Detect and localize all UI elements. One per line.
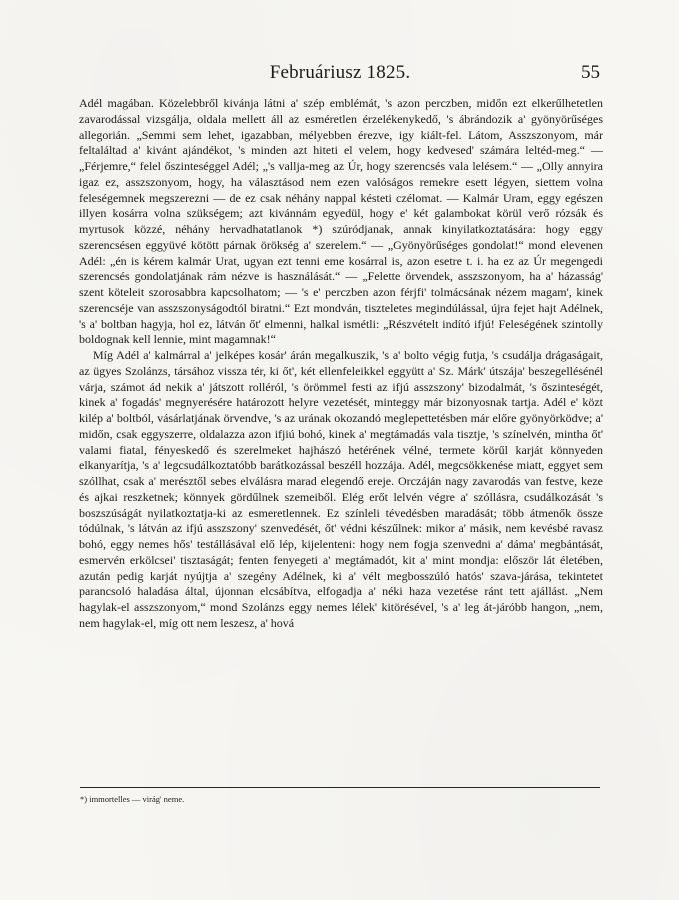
page-number: 55 xyxy=(581,62,600,83)
footnote-divider xyxy=(80,787,600,788)
page-header xyxy=(80,62,600,92)
running-title: Februáriusz 1825. xyxy=(269,62,411,83)
paragraph: Míg Adél a' kalmárral a' jelképes kosár' árán megalkuszik, 's a' bolto végig futja, 's csudálja drágaságait, az ügyes Szolánzs, társához vissza tér, ki őt', két ellenfeleikkel eggyütt a' Sz. Márk' útszája' beszegellésénél várja, számot ád nekik a' játszott rolléról, 's örömmel festi az ifjú asszszony' bizodalmát, 's őszinteségét, kinek a' fogadás' megnyerésére határozott helyre vezetését, minteggy már bizonyosnak tartja. Adél e' közt kilép a' boltból, vásárlatjának örvendve, 's az urának okozandó meglepettetésben már előre gyönyörködve; a' midőn, csak eggyszerre, oldalazza azon ifjiú bohó, kinek a' megtámadás vala tisztje, 's színelvén, mintha őt' valami fiatal, fényeskedő és szerelmeket hajhászó hetérének vélné, termete körűl karját könnyeden elkanyarítja, 's a' legcsudálkoztatóbb barátkozással beszéll hozzája. Adél, megcsökkenése miatt, eggyet sem szóllhat, csak a' merésztől sebes elválásra marad elegendő ereje. Orczáján nagy zavarodás van festve, keze és ajkai reszketnek; könnyek gördűlnek szemeiből. Elég erőt lelvén végre a' szóllásra, csudálkozását 's boszszúságát nyilatkoztatja-ki az esmeretlennek. Ez színleli tévedésben maradását; több átmenők össze tódúlnak, 's látván az ifjú asszszony' szenvedését, őt' védni készűlnek: mikor a' másik, nem kevésbé ravasz bohó, eggy nemes hős' testállásával elő lép, kijelenteni: hogy nem fogja szenvedni a' dáma' megbántását, esmervén erkölcsei' tisztaságát; fenten fenyegeti a' megtámadót, kit a' mint mondja: először lát életében, azután pedig karját nyújtja a' szegény Adélnek, ki a' vélt megbosszúló hatós' szava-járása, tekintetet parancsoló haladása által, újonnan elcsábítva, elfogadja a' néki haza vezetése ránt tett ajállást. „Nem hagylak-el asszszonyom,“ mond Szolánzs eggy nemes lélek' kitörésével, 's a' leg át-járóbb hangon, „nem, nem hagylak-el, míg ott nem leszesz, a' hová xyxy=(79,348,603,630)
main-text xyxy=(79,96,603,632)
footnote: *) immortelles — virág' neme. xyxy=(80,794,185,804)
paragraph: Adél magában. Közelebbről kivánja látni a' szép emblémát, 's azon perczben, midőn ezt elkerűlhetetlen zavarodással vizsgálja, oldala mellett áll az esméretlen érzelékenykedő, 's ábrándozik a' gyönyörűséges allegorián. „Semmi sem lehet, igazabban, mélyebben érezve, igy kiált-fel. Látom, Asszszonyom, már feltaláltad a' kivánt ajándékot, 's minden azt hiteti el velem, hogy kedvesed' számára leltéd-meg.“ — „Férjemre,“ felel őszinteséggel Adél; „'s vallja-meg az Úr, hogy szerencsés vala lelésem.“ — „Olly annyira igaz ez, asszszonyom, hogy, ha választásod nem ezen valóságos remekre esett légyen, siettem volna feleségemnek megszerezni — de ez csak néhány nappal késteti czélomat. — Kalmár Uram, eggy egészen illyen kosárra volna szükségem; azt kivánnám egyedül, hogy e' két galambokat körül verő rózsák és myrtusok közzé, néhány hervadhatatlanok *) szúródjanak, annak kinyilatkoztatására: hogy eggy szerencsésen eggyüvé kötött párnak örökség a' szerelem.“ — „Gyönyörűséges gondolat!“ mond elevenen Adél: „én is kérem kalmár Urat, ugyan ezt tenni eme kosárral is, azon esetre t. i. ha ez az Úr megengedi szerencsés gondolatjának rám nézve is használását.“ — „Felette örvendek, asszszonyom, ha a' házasság' szent köteleit szorosabbra kapcsolhatom; — 's e' perczben azon férjfi' tolmácsának nézem magam', kinek szerencséje van asszszonyságodtól biratni.“ Ezt mondván, tiszteletes megindúlással, újra fejet hajt Adélnek, 's a' boltban hagyja, hol ez, látván őt' elmenni, halkal ismétli: „Részvételt indító ifjú! Feleségének szintolly boldognak kell lennie, mint magamnak!“ xyxy=(79,96,603,347)
